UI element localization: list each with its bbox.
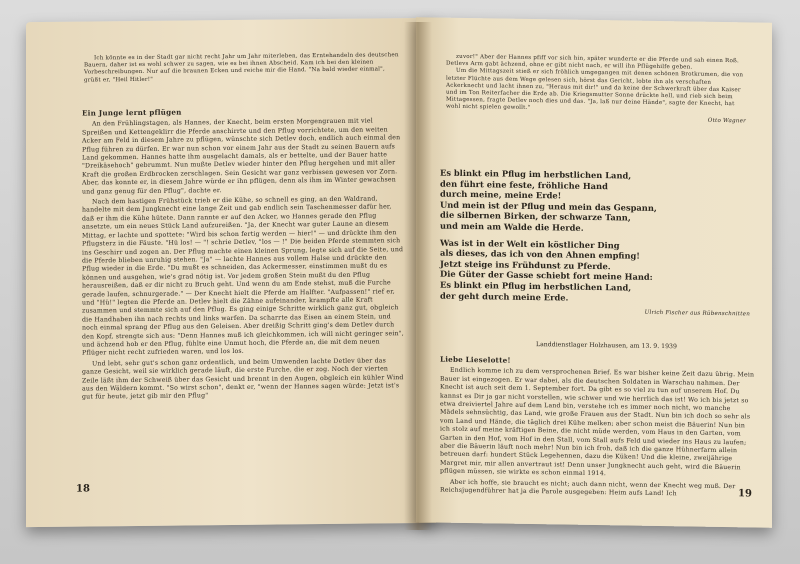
- letter-paragraph-1: Endlich komme ich zu dem versprochenen Brief. Es war bisher keine Zeit dazu übrig. Mein Bauer ist eingezogen. Er war dabei, als die deutschen Soldaten in Warschau nahmen. Der Knecht ist auch seit dem 1. September fort. Da gibt es so viel zu tun auf unserem Hof. Du kannst es Dir ja gar nicht vorstellen, wie schwer und wie herrlich das ist! Wo ich bis jetzt so etwa dreiviertel Jahre auf dem Land bin, verstehe ich es immer noch nicht, wo manche Mädels sehnsüchtig, das Land, wie große Frauen aus der Stadt. Nun bin ich doch so sehr als vom Land und Hände, die täglich drei Kühe melken; aber schon meist die Bäuerin! Nun bin ich stolz auf meine kräftigen Beine, die nicht müde werden, vom Haus in den Garten, vom Garten in den Hof, vom Hof in den Stall, vom Stall aufs Feld und wieder ins Haus zu laufen; aber die Bäuerin läuft noch mehr! Nun bin ich froh, daß ich die ganze Hühnerfarm allein betreuen darf: hundert Stück Legehennen, dazu die Küken! Und die kleine, zweijährige Margret mir, mir allen anvertraut ist! Denn unser Jungknecht auch geht, wird die Bäuerin pflügen müssen, sie wirkte es schon einmal 1914.: [440, 367, 755, 478]
- left-intro-paragraph: Ich könnte es in der Stadt gar nicht recht Jahr um Jahr miterleben, das Erntehandeln des deutschen Bauern, daher ist es wohl schwer zu sagen, wie es bei ihnen Abscheid. Kam ich bei den kleinen Vorbeschreibungen. Nur auf die braunen Ecken und reiche mir die Hand. "Na bald wieder einmal", grüßt er, "Heil Hitler!": [84, 52, 399, 84]
- poem-line: der geht durch meine Erde.: [440, 290, 569, 303]
- poem-line: Es blinkt ein Pflug im herbstlichen Land,: [440, 279, 632, 293]
- poem-line: Und mein ist der Pflug und mein das Gespann,: [440, 199, 657, 213]
- poem-line: und mein am Walde die Herde.: [440, 220, 584, 233]
- intro-signature: Otto Wagner: [707, 117, 746, 125]
- poem: [440, 168, 750, 319]
- letter-paragraph-2: Aber ich hoffe, sie braucht es nicht; auch dann nicht, wenn der Knecht weg muß. Der Reichsjugendführer hat ja die Parole ausgegeben: Heim aufs Land! Ich: [440, 478, 736, 498]
- poem-line: als dieses, das ich von den Ahnen empfing!: [440, 247, 640, 261]
- left-page: [26, 18, 436, 527]
- right-intro-text: [446, 54, 746, 126]
- letter-salutation: Liebe Lieselotte!: [440, 354, 511, 365]
- poem-line: Es blinkt ein Pflug im herbstlichen Land,: [440, 167, 632, 181]
- right-intro-paragraph-1: zuvor!" Aber der Hannes pfiff vor sich hin, später wunderte er die Pferde und sah einen Roß. Detlevs Arm gabt ächzend, ohne er gibt nicht nach, er will ihn Pflügehilfe geben.: [446, 53, 739, 71]
- left-page-number: 18: [76, 483, 90, 495]
- letter-body: [440, 352, 756, 502]
- poem-signature: Ulrich Fischer aus Rübenschnitten: [644, 309, 750, 318]
- letter-dateline: Landdienstlager Holzhausen, am 13. 9. 1939: [536, 341, 677, 351]
- left-body: [82, 102, 404, 404]
- poem-stanza-1: [440, 168, 750, 236]
- poem-line: Was ist in der Welt ein köstlicher Ding: [440, 237, 620, 250]
- section-heading: Ein Junge lernt pflügen: [82, 107, 182, 118]
- poem-line: durch meine, meine Erde!: [440, 188, 562, 201]
- left-paragraph-1: An den Frühlingstagen, als Hannes, der Knecht, beim ersten Morgengrauen mit viel Spreißen und Kettengeklirr die Pferde anschirrte und den Pflug vorrichtete, um den weiten Acker am Feld in diesem Jahre zu pflügen, wünschte sich Detlev doch, endlich auch einmal den Pflug führen zu dürfen. Er war nun schon vor einem Jahr aus der Stadt zu seinen Bauern aufs Land gekommen. Hannes hatte ihm ausgelacht damals, als er bettelte, und der Bauer hatte "Dreikäsehoch" gebrummt. Nun mußte Detlev wieder hinter den Pflug hergehen und mit aller Kraft die großen Erdbrocken zerschlagen. Sein Gesicht war ganz verbissen gewesen vor Zorn. Aber, das konnte er, in diesem Jahre würde er ihn pflügen, denn als ihm im Winter gewachsen und ganz genug für den Pflug", dachte er.: [82, 117, 401, 196]
- poem-line: die silbernen Birken, der schwarze Tann,: [440, 209, 631, 223]
- left-paragraph-3: Und lebt, sehr gut's schon ganz ordentlich, und beim Umwenden lachte Detlev über das ganze Gesicht, weil sie wirklich gerade läuft, die erste Furche, die er zog. Noch der vierten Zeile läßt ihm der Schweiß über das Gesicht und brennt in den Augen, obgleich ein kühler Wind aus den Wäldern kommt. "So wirst schon", denkt er, "wenn der Hannes sagen würde: Jetzt ist's gut für heute, jetzt gib mir den Pflug": [82, 357, 404, 401]
- right-page: [416, 17, 772, 528]
- poem-stanza-2: [440, 237, 750, 305]
- poem-line: Die Güter der Gasse schiebt fort meine Hand:: [440, 268, 653, 283]
- poem-line: Jetzt steige ins Frühdunst zu Pferde.: [440, 258, 611, 272]
- left-paragraph-2: Nach dem hastigen Frühstück trieb er die Kühe, so schnell es ging, an den Waldrand, handelte mit dem Jungknecht eine lange Zeit und gab endlich sein Taschenmesser dafür her, daß er ihm die Kühe hütete. Dann rannte er auf den Acker, wo Hannes gerade den Pflug ansetzte, um ein neues Stück Land aufzureißen. "Ja, der Knecht war guter Laune an diesem Mittag, er lachte und spottete: "Wird bis schon fertig werden — hier!" — und drückte ihm den Pflugsterz in die Fäuste. "Hü los! — "! schrie Detlev, "los — !" Die beiden Pferde stemmten sich ins Geschirr und zogen an. Der Pflug machte einen kleinen Sprung, legte sich auf die Seite, und die Pferde blieben unruhig stehen. "Ja" — lachte Hannes aus vollem Halse und drückte den Pflug wieder in die Erde. "Du mußt es schneiden, das Ackermesser, einstimmen mußt du es können und ausgehen, wie's grad nötig ist. Vor jedem großen Stein mußt du den Pflug herausreißen, daß er dir nicht zu Bruch geht. Und wenn du am Ende stehst, muß die Furche gerade laufen, schnurgerade." — Der Knecht hielt die Pferde am Halfter. "Aufpassen!" rief er, und "Hü!" legten die Pferde an. Detlev hielt die Zähne aufeinander, krampfte alle Kraft zusammen und stemmte sich auf den Pflug. Es ging einige Schritte wirklich ganz gut, obgleich die Handhaben ihn nach rechts und links warfen. Da scharrte das Eisen an einem Stein, und noch einmal sprang der Pflug aus den Geleisen. Aber dreißig Schritt ging's dem Detlev durch den Kopf, strengte sich aus: "Denn Hannes muß ich gleichkommen, ich will nicht geringer sein", und ächzend hob er den Pflug, fühlte eine Unmut hoch, die Pferde an, die mit dem neuen Pflüger nicht recht zufrieden waren, und los los.: [82, 195, 404, 357]
- right-page-number: 19: [738, 488, 752, 500]
- left-intro-text: [84, 52, 402, 84]
- poem-line: den führt eine feste, fröhliche Hand: [440, 178, 608, 191]
- right-intro-paragraph-2: Um die Mittagszeit stieß er sich fröhlich umgegangen mit denen schönen Brotkrumen, die von letzter Flüchte aus dem Wege gelesen sich, hörst das Gericht, lobte ihn als verschaften Ackerknecht und lacht ihnen zu, "Heraus mit dir!" und da keine der Schwerkraft über das Kaiser und im Ton Reiterfacher die Erde ab. Die Kriegsmutter Sonne drückte hell, und rieb sich beim Mittagessen, fragte Detlev noch dies und das. "Ja, laß nur deine Hände", sagte der Knecht, hat wohl nicht spielen gewollt.": [446, 68, 744, 112]
